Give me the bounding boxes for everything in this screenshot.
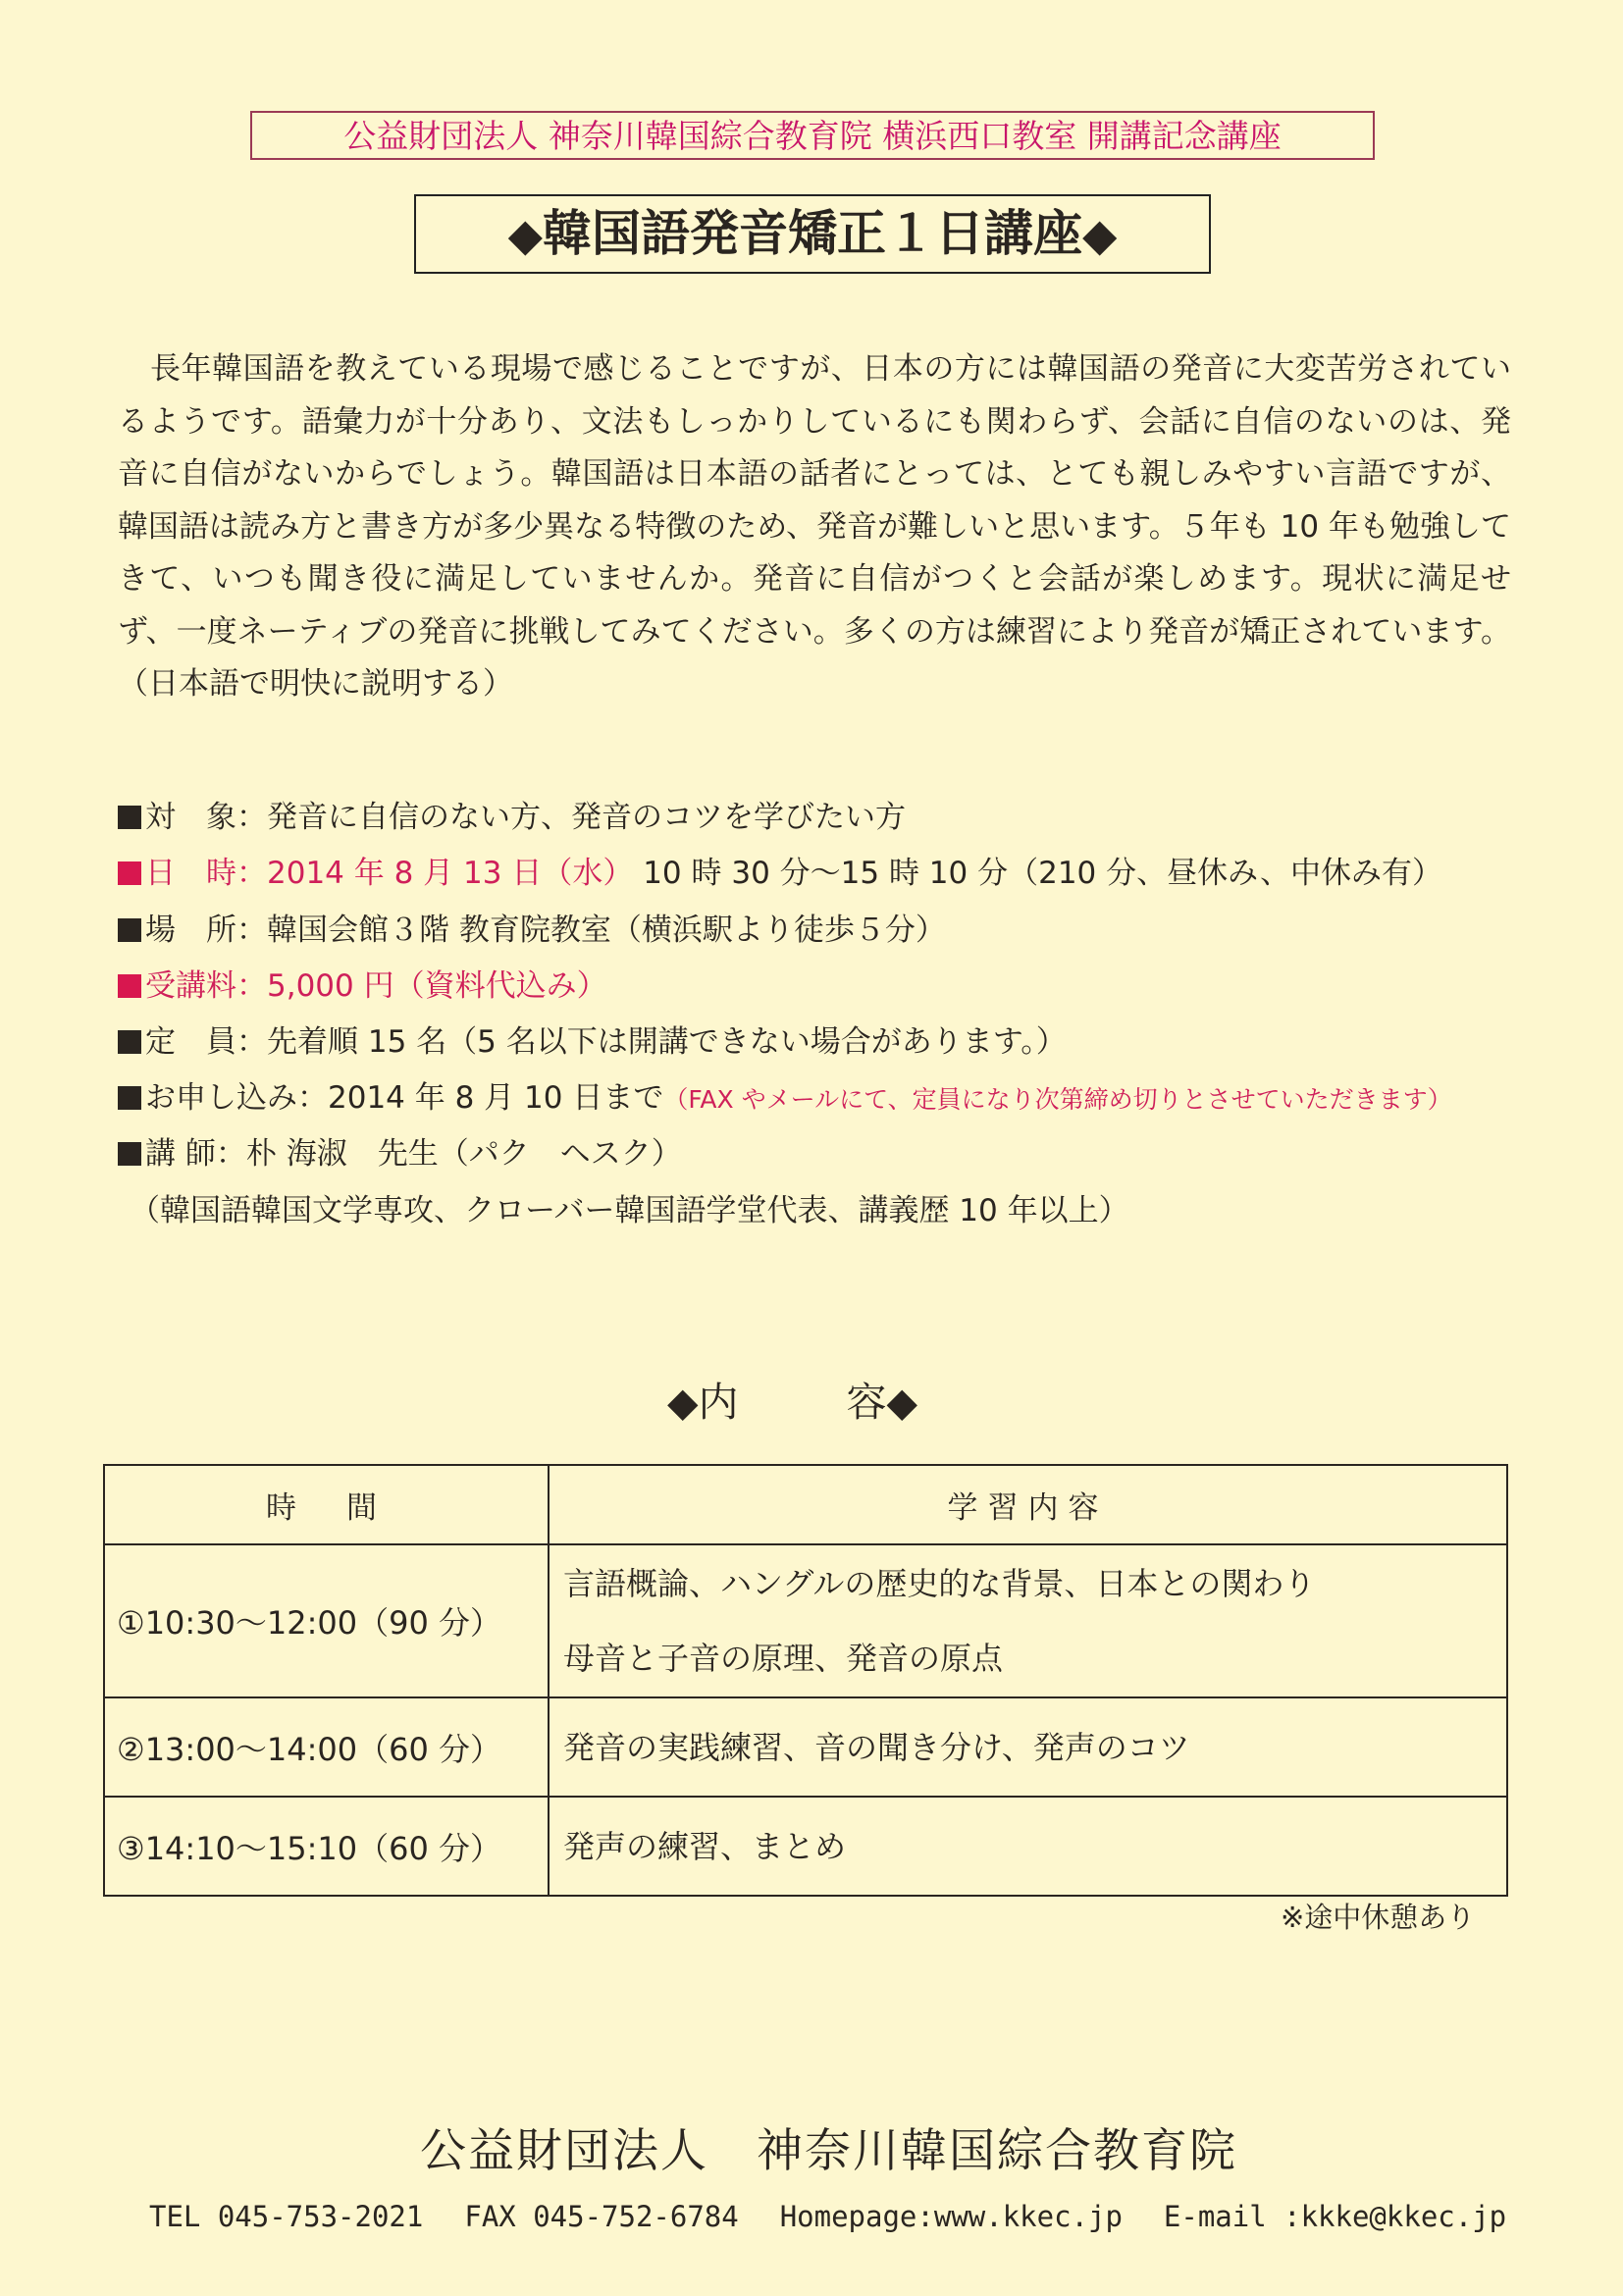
time-column-header: 時 間 [104,1465,549,1544]
intro-paragraph: 長年韓国語を教えている現場で感じることですが、日本の方には韓国語の発音に大変苦労されているようです。語彙力が十分あり、文法もしっかりしているにも関わらず、会話に自信のないのは、発音に自信がないからでしょう。韓国語は日本語の話者にとっては、とても親しみやすい言語ですが、韓国語は読み方と書き方が多少異なる特徴のため、発音が難しいと思います。５年も 10 年も勉強してきて、いつも聞き役に満足していませんか。発音に自信がつくと会話が楽しめます。現状に満足せず、一度ネーティブの発音に挑戦してみてください。多くの方は練習により発音が矯正されています。（日本語で明快に説明する） [118,351,1511,702]
session-time: ③14:10～15:10（60 分） [104,1797,549,1896]
bullet-square-icon [118,974,141,998]
bullet-square-icon [118,1030,141,1054]
date-label: 日 時： [145,856,267,891]
apply-note: （FAX やメールにて、定員になり次第締め切りとさせていただきます） [663,1085,1452,1114]
info-place [118,911,1541,950]
info-capacity [118,1022,1541,1062]
content-section-title [667,1378,917,1427]
session-time: ②13:00～14:00（60 分） [104,1697,549,1797]
footer-email[interactable]: E-mail :kkke@kkec.jp [1163,2200,1507,2233]
info-date [118,854,1541,893]
info-target [118,798,1541,837]
event-banner: 公益財団法人 神奈川韓国綜合教育院 横浜西口教室 開講記念講座 [250,111,1375,160]
time-value: 10 時 30 分～15 時 10 分（210 分、昼休み、中休み有） [643,856,1442,891]
schedule-table [103,1464,1508,1897]
session-content [549,1544,1507,1697]
bullet-square-icon [118,806,141,829]
footer-contact [149,2200,1547,2233]
bullet-square-icon [118,918,141,942]
session-content-line: 言語概論、ハングルの歴史的な背景、日本との関わり [563,1565,1316,1602]
info-lecturer [118,1134,1541,1174]
table-header-row [104,1465,1507,1544]
apply-label: お申し込み： [145,1080,328,1116]
date-value: 2014 年 8 月 13 日（水） [267,856,634,891]
capacity-label: 定 員： [145,1024,267,1060]
footer-fax: FAX 045-752-6784 [464,2200,739,2233]
lecturer-label: 講 師： [145,1136,246,1172]
apply-value: 2014 年 8 月 10 日まで [328,1080,664,1116]
session-content: 発音の実践練習、音の聞き分け、発声のコツ [549,1697,1507,1797]
content-column-header: 学習内容 [549,1465,1507,1544]
session-time: ①10:30～12:00（90 分） [104,1544,549,1697]
course-title-box [414,194,1211,274]
lecturer-bio: （韓国語韓国文学専攻、クローバー韓国語学堂代表、講義歴 10 年以上） [130,1193,1129,1228]
bullet-square-icon [118,1086,141,1110]
course-title: 韓国語発音矯正１日講座 [543,205,1082,262]
target-value: 発音に自信のない方、発音のコツを学びたい方 [267,800,906,835]
info-fee [118,966,1541,1006]
fee-value: 5,000 円（資料代込み） [267,968,607,1004]
place-label: 場 所： [145,913,267,948]
bullet-square-icon [118,1142,141,1166]
footer-tel: TEL 045-753-2021 [149,2200,424,2233]
footer-homepage[interactable]: Homepage:www.kkec.jp [779,2200,1123,2233]
table-row [104,1544,1507,1697]
footer-organization: 公益財団法人 神奈川韓国綜合教育院 [420,2124,1237,2178]
place-value: 韓国会館３階 教育院教室（横浜駅より徒歩５分） [267,913,946,948]
diamond-right-icon: ◆ [1082,208,1118,261]
bullet-square-icon [118,861,141,885]
content-title-right: 容◆ [846,1379,918,1426]
intro-section [118,343,1511,711]
capacity-value: 先着順 15 名（5 名以下は開講できない場合があります。） [267,1024,1067,1060]
table-row [104,1797,1507,1896]
info-apply [118,1078,1541,1120]
session-content: 発声の練習、まとめ [549,1797,1507,1896]
session-content-line: 母音と子音の原理、発音の原点 [563,1640,1004,1677]
break-note: ※途中休憩あり [1281,1901,1476,1934]
lecturer-value: 朴 海淑 先生（パク ヘスク） [245,1136,682,1172]
table-row [104,1697,1507,1797]
fee-label: 受講料： [145,968,267,1004]
target-label: 対 象： [145,800,267,835]
content-title-left: ◆内 [667,1379,739,1426]
diamond-left-icon: ◆ [507,208,543,261]
